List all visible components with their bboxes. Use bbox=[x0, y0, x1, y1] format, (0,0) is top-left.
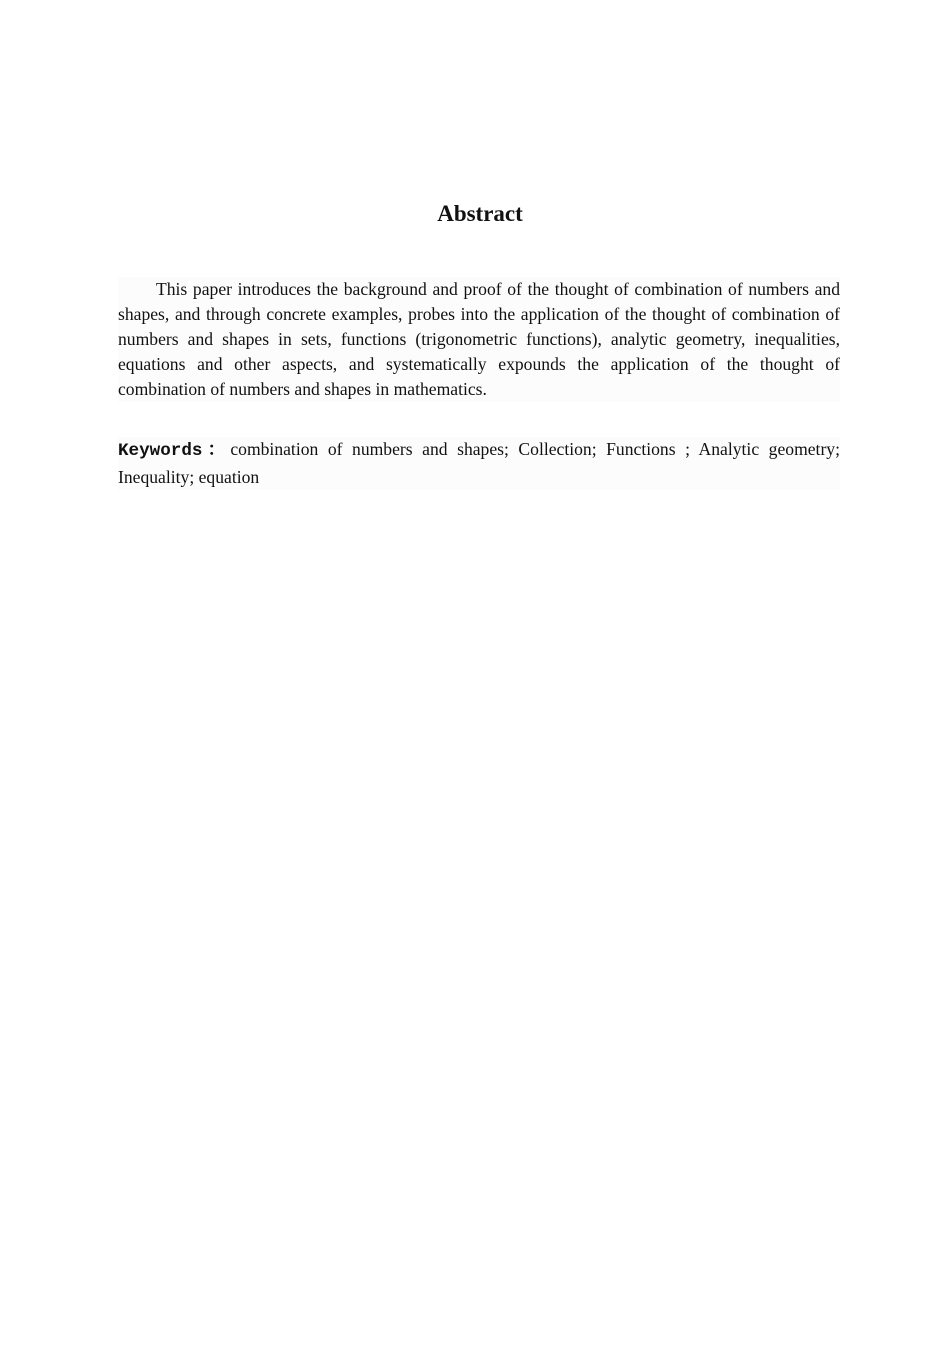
keywords-paragraph bbox=[118, 437, 840, 490]
keywords-text: combination of numbers and shapes; Collection; Functions ; Analytic geometry; Inequality; equation bbox=[118, 439, 840, 487]
abstract-heading: Abstract bbox=[437, 201, 523, 226]
keywords-label: Keywords： bbox=[118, 441, 231, 461]
abstract-body: This paper introduces the background and proof of the thought of combination of numbers and shapes, and through concrete examples, probes into the application of the thought of combination of numbers and shapes in sets, functions (trigonometric functions), analytic geometry, inequalities, equations and other aspects, and systematically expounds the application of the thought of combination of numbers and shapes in mathematics. bbox=[118, 277, 840, 402]
